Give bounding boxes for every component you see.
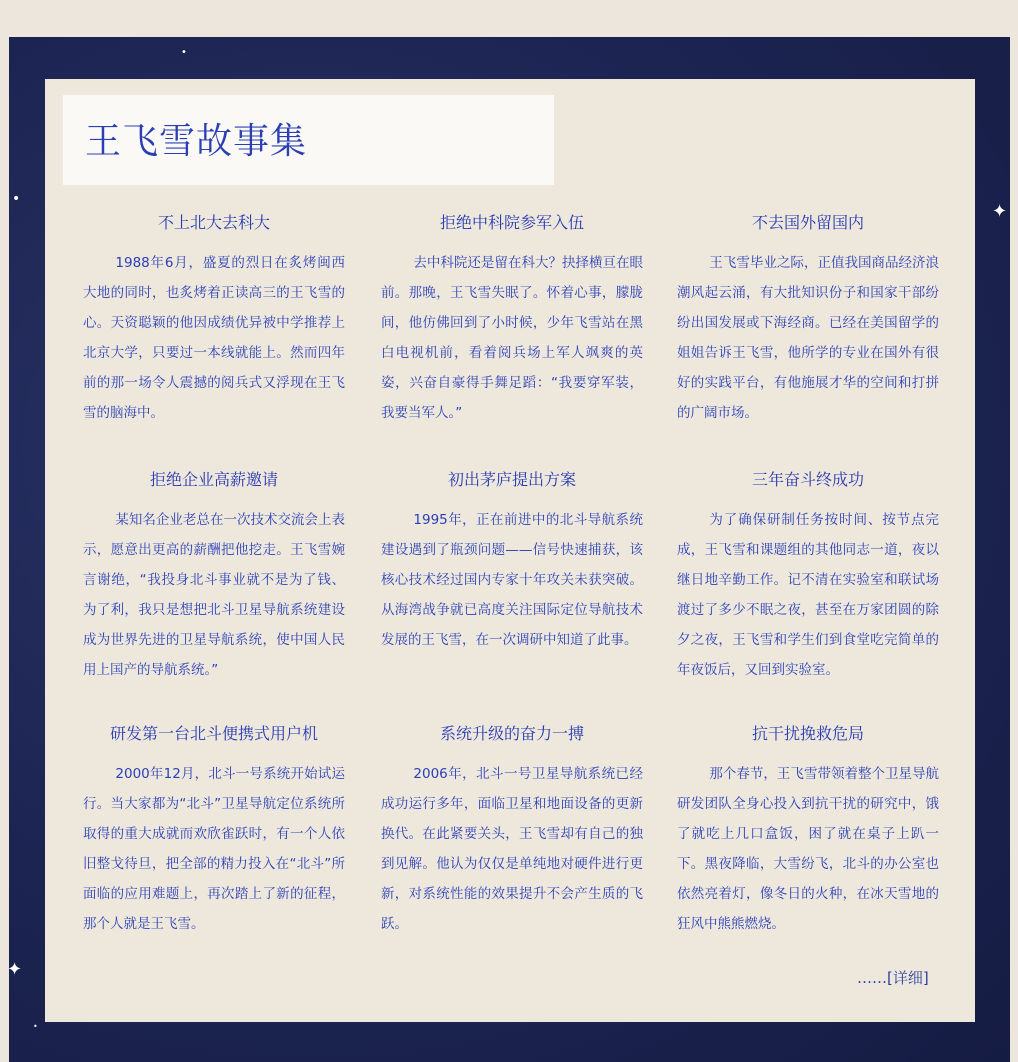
title-box — [63, 95, 554, 185]
story-heading: 拒绝企业高薪邀请 — [149, 470, 278, 489]
story-heading: 抗干扰挽救危局 — [751, 724, 864, 743]
story-card — [83, 469, 345, 685]
story-card — [381, 469, 643, 655]
star-icon: • — [33, 1022, 38, 1031]
story-heading: 不上北大去科大 — [157, 213, 270, 232]
story-body: 那个春节，王飞雪带领着整个卫星导航研发团队全身心投入到抗干扰的研究中，饿了就吃上几口盒饭，困了就在桌子上趴一下。黑夜降临，大雪纷飞，北斗的办公室也依然亮着灯，像冬日的火种，在冰天雪地的狂风中熊熊燃烧。 — [677, 766, 939, 932]
story-heading: 初出茅庐提出方案 — [447, 470, 576, 489]
story-body: 2006年，北斗一号卫星导航系统已经成功运行多年，面临卫星和地面设备的更新换代。在此紧要关头，王飞雪却有自己的独到见解。他认为仅仅是单纯地对硬件进行更新，对系统性能的效果提升不会产生质的飞跃。 — [381, 766, 643, 932]
story-card — [381, 723, 643, 939]
star-icon: • — [12, 191, 21, 207]
story-body: 为了确保研制任务按时间、按节点完成，王飞雪和课题组的其他同志一道，夜以继日地辛勤工作。记不清在实验室和联试场渡过了多少不眠之夜，甚至在万家团圆的除夕之夜，王飞雪和学生们到食堂吃完简单的年夜饭后，又回到实验室。 — [677, 512, 939, 678]
story-body: 1995年，正在前进中的北斗导航系统建设遇到了瓶颈问题——信号快速捕获，该核心技术经过国内专家十年攻关未获突破。从海湾战争就已高度关注国际定位导航技术发展的王飞雪，在一次调研中知道了此事。 — [381, 512, 643, 648]
story-card — [83, 212, 345, 428]
story-card — [677, 723, 939, 939]
story-heading: 系统升级的奋力一搏 — [439, 724, 584, 743]
story-heading: 研发第一台北斗便携式用户机 — [109, 724, 318, 743]
story-card — [677, 469, 939, 685]
details-link[interactable]: ……[详细] — [857, 969, 929, 987]
story-panel — [45, 79, 975, 1022]
story-body: 王飞雪毕业之际，正值我国商品经济浪潮风起云涌，有大批知识份子和国家干部纷纷出国发展或下海经商。已经在美国留学的姐姐告诉王飞雪，他所学的专业在国外有很好的实践平台，有他施展才华的空间和打拼的广阔市场。 — [677, 255, 939, 421]
story-heading: 拒绝中科院参军入伍 — [439, 213, 584, 232]
star-icon: ✦ — [992, 201, 1008, 222]
star-icon: ✦ — [7, 959, 23, 980]
story-card — [381, 212, 643, 428]
page-title: 王飞雪故事集 — [85, 121, 308, 162]
story-card — [677, 212, 939, 428]
story-body: 2000年12月，北斗一号系统开始试运行。当大家都为“北斗”卫星导航定位系统所取得的重大成就而欢欣雀跃时，有一个人依旧整戈待旦，把全部的精力投入在“北斗”所面临的应用难题上，再次踏上了新的征程，那个人就是王飞雪。 — [83, 766, 345, 932]
story-body: 1988年6月，盛夏的烈日在炙烤闽西大地的同时，也炙烤着正读高三的王飞雪的心。天资聪颖的他因成绩优异被中学推荐上北京大学，只要过一本线就能上。然而四年前的那一场令人震撼的阅兵式又浮现在王飞雪的脑海中。 — [83, 255, 345, 421]
story-body: 去中科院还是留在科大？抉择横亘在眼前。那晚，王飞雪失眠了。怀着心事，朦胧间，他仿佛回到了小时候，少年飞雪站在黑白电视机前，看着阅兵场上军人飒爽的英姿，兴奋自豪得手舞足蹈：“我要穿军装，我要当军人。” — [381, 255, 643, 421]
story-card — [83, 723, 345, 939]
star-icon: • — [181, 47, 187, 58]
story-heading: 不去国外留国内 — [751, 213, 864, 232]
story-heading: 三年奋斗终成功 — [751, 470, 864, 489]
story-body: 某知名企业老总在一次技术交流会上表示，愿意出更高的薪酬把他挖走。王飞雪婉言谢绝，“我投身北斗事业就不是为了钱、为了利，我只是想把北斗卫星导航系统建设成为世界先进的卫星导航系统，使中国人民用上国产的导航系统。” — [83, 512, 345, 678]
